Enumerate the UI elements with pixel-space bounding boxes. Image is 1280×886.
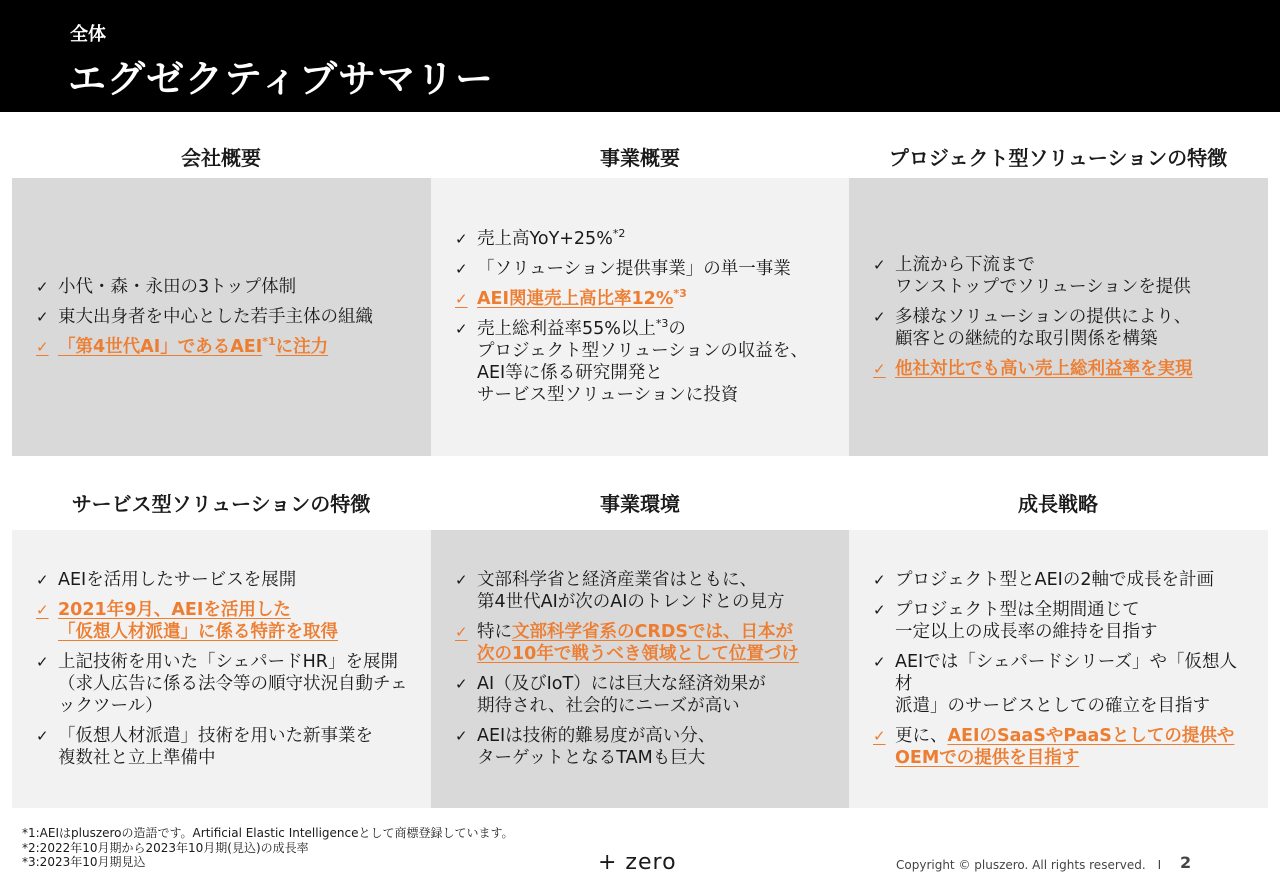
list-item <box>873 651 1248 717</box>
check-icon: ✓ <box>36 601 49 619</box>
text-part: 「ソリューション提供事業」の単一事業 <box>477 259 791 279</box>
text-part: プロジェクト型とAEIの2軸で成長を計画 <box>895 570 1214 590</box>
item-text <box>477 569 784 613</box>
list-item <box>873 725 1248 769</box>
list-item <box>873 254 1248 298</box>
item-text <box>477 725 715 769</box>
item-text <box>58 276 296 298</box>
list-item <box>873 569 1248 591</box>
check-icon: ✓ <box>455 320 468 338</box>
section-title: プロジェクト型ソリューションの特徴 <box>888 146 1228 170</box>
section-title: 事業環境 <box>600 492 680 516</box>
footnotes: *1:AEIはpluszeroの造語です。Artificial Elastic Intelligenceとして商標登録しています。 *2:2022年10月期から2023年10月期(見込)の成長率 *3:2023年10月期見込 <box>22 826 514 869</box>
list-item <box>873 358 1248 380</box>
section-panel <box>431 530 850 808</box>
item-text <box>477 318 808 406</box>
list-item <box>36 276 411 298</box>
highlight-text: AEI関連売上高比率12% <box>477 289 674 309</box>
section-panel <box>849 530 1268 808</box>
list-item <box>455 725 830 769</box>
list-item <box>873 599 1248 643</box>
list-item <box>455 621 830 665</box>
item-text <box>58 651 411 717</box>
text-part: 上流から下流まで ワンストップでソリューションを提供 <box>895 255 1191 297</box>
check-icon: ✓ <box>36 308 49 326</box>
item-text <box>895 569 1214 591</box>
section-title: 成長戦略 <box>1018 492 1098 516</box>
item-text <box>58 336 328 358</box>
text-part: AEIでは「シェパードシリーズ」や「仮想人材 派遣」のサービスとしての確立を目指す <box>895 652 1237 716</box>
item-text <box>477 228 625 250</box>
item-text <box>895 306 1191 350</box>
text-part: 小代・森・永田の3トップ体制 <box>58 277 297 297</box>
text-part: 売上高YoY+25% <box>477 229 613 249</box>
text-part: 「仮想人材派遣」技術を用いた新事業を 複数社と立上準備中 <box>58 726 373 768</box>
check-icon: ✓ <box>455 675 468 693</box>
list-item <box>36 569 411 591</box>
list-item <box>455 569 830 613</box>
text-part: 上記技術を用いた「シェパードHR」を展開 （求人広告に係る法令等の順守状況自動チェックツール） <box>58 652 408 716</box>
text-part: 多様なソリューションの提供により、 顧客との継続的な取引関係を構築 <box>895 307 1192 349</box>
list-item <box>455 673 830 717</box>
item-text <box>477 258 791 280</box>
list-item <box>36 725 411 769</box>
text-part: 更に、 <box>895 726 948 746</box>
check-icon: ✓ <box>36 278 49 296</box>
list-item <box>36 599 411 643</box>
section-panel <box>849 178 1268 456</box>
section-panel <box>12 530 431 808</box>
check-icon: ✓ <box>455 290 468 308</box>
check-icon: ✓ <box>873 256 886 274</box>
page-title: エグゼクティブサマリー <box>68 57 494 101</box>
list-item <box>36 306 411 328</box>
item-text <box>477 288 687 310</box>
list-item <box>455 228 830 250</box>
item-text <box>477 621 799 665</box>
item-text <box>895 358 1193 380</box>
item-text <box>58 725 373 769</box>
check-icon: ✓ <box>873 653 886 671</box>
highlight-text: AEIのSaaSやPaaSとしての提供や OEMでの提供を目指す <box>895 726 1235 768</box>
text-part: 文部科学省と経済産業省はともに、 第4世代AIが次のAIのトレンドとの見方 <box>477 570 785 612</box>
text-part: AI（及びIoT）には巨大な経済効果が 期待され、社会的にニーズが高い <box>477 674 766 716</box>
section-panel <box>12 178 431 456</box>
item-text <box>895 651 1248 717</box>
highlight-text: 文部科学省系のCRDSでは、日本が 次の10年で戦うべき領域として位置づけ <box>477 622 799 664</box>
list-item <box>873 306 1248 350</box>
pluszero-logo: + zero <box>598 850 677 875</box>
section-title: サービス型ソリューションの特徴 <box>71 492 371 516</box>
item-text <box>58 599 338 643</box>
check-icon: ✓ <box>455 260 468 278</box>
check-icon: ✓ <box>36 727 49 745</box>
footnote-ref: *2 <box>612 227 626 241</box>
text-part: 特に <box>477 622 512 642</box>
text-part: プロジェクト型は全期間通じて 一定以上の成長率の維持を目指す <box>895 600 1158 642</box>
text-part: AEIは技術的難易度が高い分、 ターゲットとなるTAMも巨大 <box>477 726 716 768</box>
text-part: AEIを活用したサービスを展開 <box>58 570 297 590</box>
item-text <box>477 673 766 717</box>
check-icon: ✓ <box>455 230 468 248</box>
section-label: 全体 <box>70 24 106 45</box>
highlight-text: 他社対比でも高い売上総利益率を実現 <box>895 359 1193 379</box>
item-text <box>58 569 296 591</box>
item-text <box>895 725 1234 769</box>
check-icon: ✓ <box>873 601 886 619</box>
highlight-text: 2021年9月、AEIを活用した 「仮想人材派遣」に係る特許を取得 <box>58 600 338 642</box>
list-item <box>455 318 830 406</box>
check-icon: ✓ <box>873 571 886 589</box>
item-text <box>895 599 1158 643</box>
check-icon: ✓ <box>873 727 886 745</box>
text-part: 売上総利益率55%以上 <box>477 319 656 339</box>
item-text <box>58 306 373 328</box>
highlight-text: 「第4世代AI」であるAEI <box>58 337 263 357</box>
section-title: 事業概要 <box>600 146 680 170</box>
check-icon: ✓ <box>455 623 468 641</box>
list-item <box>36 651 411 717</box>
list-item <box>36 336 411 358</box>
check-icon: ✓ <box>455 727 468 745</box>
check-icon: ✓ <box>36 338 49 356</box>
list-item <box>455 288 830 310</box>
footnote-ref: *1 <box>262 335 276 349</box>
check-icon: ✓ <box>873 308 886 326</box>
page-number: 2 <box>1180 853 1192 872</box>
check-icon: ✓ <box>873 360 886 378</box>
item-text <box>895 254 1191 298</box>
check-icon: ✓ <box>36 571 49 589</box>
list-item <box>455 258 830 280</box>
copyright: Copyright © pluszero. All rights reserved. I <box>896 858 1162 872</box>
footnote-ref: *3 <box>673 287 687 301</box>
section-title: 会社概要 <box>181 146 261 170</box>
check-icon: ✓ <box>36 653 49 671</box>
text-part: 東大出身者を中心とした若手主体の組織 <box>58 307 373 327</box>
check-icon: ✓ <box>455 571 468 589</box>
text-part: の プロジェクト型ソリューションの収益を、 AEI等に係る研究開発と サービス型ソリューションに投資 <box>477 319 808 405</box>
section-panel <box>431 178 850 456</box>
footnote-ref: *3 <box>655 317 669 331</box>
highlight-text: に注力 <box>275 337 329 357</box>
header-bar <box>0 0 1280 112</box>
